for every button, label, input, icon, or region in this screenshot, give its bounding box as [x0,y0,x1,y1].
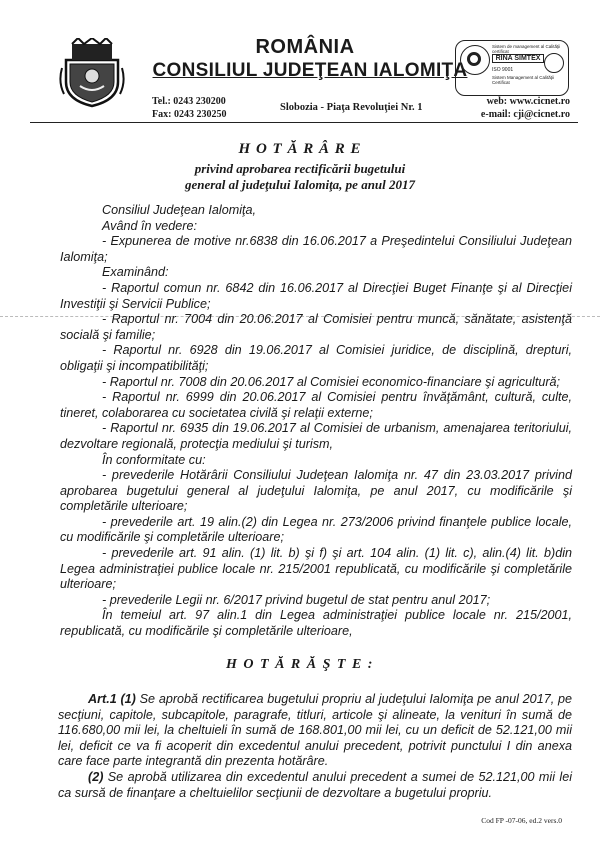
country-name: ROMÂNIA [255,36,355,58]
preamble-item: - Raportul nr. 7004 din 20.06.2017 al Comisiei pentru muncă, sănătate, asistenţă socială şi familie; [60,312,572,342]
issuer: Consiliul Judeţean Ialomiţa, [102,203,257,217]
accreditation-seal-icon [544,53,564,73]
contact-web [481,95,570,121]
article-1-label-2: (2) [88,769,104,784]
email-address: e-mail: cji@cicnet.ro [480,109,570,120]
preamble-item: - Raportul nr. 6999 din 20.06.2017 al Comisiei pentru învăţământ, cultură, culte, tineret, colaborarea cu societatea civilă şi relaţii externe; [60,390,572,420]
cert-sub-text: Sistem Management al Calităţii Certificat [492,75,555,85]
preamble-item: - Expunerea de motive nr.6838 din 16.06.2017 a Preşedintelui Consiliului Judeţean Ialomiţa; [60,234,572,264]
council-address: Slobozia - Piaţa Revoluţiei Nr. 1 [280,102,423,113]
decides-heading: H O T Ă R Ă Ş T E : [226,657,374,672]
article-1-paragraph-2: Se aprobă utilizarea din excedentul anului precedent a sumei de 52.121,00 mii lei ca sursă de finanţare a cheltuielilor secţiunii de dezvoltare a bugetului propriu. [58,769,572,800]
document-subtitle-line2: general al judeţului Ialomiţa, pe anul 2017 [184,177,416,192]
examining-heading: Examinând: [102,265,169,280]
preamble [60,203,572,640]
county-coat-of-arms [58,38,126,108]
legal-basis: În temeiul art. 97 alin.1 din Legea administraţiei publice locale nr. 215/2001, republicată, cu modificările şi completările ulterioare, [60,608,572,639]
article-1 [58,692,572,801]
preamble-item: - Raportul nr. 7008 din 20.06.2017 al Comisiei economico-financiare şi agricultură; [102,374,561,389]
cert-top-text: Sistem de management al Calităţii certificat [492,44,561,54]
conformity-heading: În conformitate cu: [102,452,206,467]
preamble-item: - prevederile Legii nr. 6/2017 privind bugetul de stat pentru anul 2017; [102,592,491,607]
contact-phones [152,95,226,121]
cert-iso: ISO 9001 [492,67,514,73]
council-name: CONSILIUL JUDEŢEAN IALOMIŢA [152,60,468,81]
article-1-paragraph-1: Se aprobă rectificarea bugetului propriu al judeţului Ialomiţa pe anul 2017, pe secţiuni, capitole, subcapitole, paragrafe, titluri, articole şi alineate, la venituri în sumă de 116.680,00 mii lei, la cheltuieli în sumă de 168.801,00 mii lei, cu un deficit de 52.121,00 mii lei, deficit ce va fi acoperit din excedentul anului precedent, potrivit punctului I din anexa care face parte integrantă din prezenta hotărâre. [58,692,572,769]
preamble-item: - prevederile art. 91 alin. (1) lit. b) şi f) şi art. 104 alin. (1) lit. c), alin.(4) lit. b)din Legea administraţiei publice locale nr. 215/2001 republicată, cu modificările şi completările ulterioare; [60,546,572,592]
document-subtitle-line1: privind aprobarea rectificării bugetului [194,161,406,176]
fax-number: Fax: 0243 230250 [152,109,227,120]
preamble-item: - Raportul nr. 6928 din 19.06.2017 al Comisiei juridice, de disciplină, drepturi, obligaţii şi incompatibilităţi; [60,343,572,373]
considering-heading: Având în vedere: [102,218,197,233]
preamble-item: - prevederile Hotărârii Consiliului Judeţean Ialomiţa nr. 47 din 23.03.2017 privind aprobarea bugetului general al judeţului Ialomiţa, pe anul 2017, cu modificările şi completările ulterioare; [60,468,572,514]
preamble-item: - prevederile art. 19 alin.(2) din Legea nr. 273/2006 privind finanţele publice locale, cu modificările şi completările ulterioare; [60,514,572,545]
article-1-label: Art.1 (1) [88,692,136,706]
certification-badge [455,40,569,96]
form-code: Cod FP -07-06, ed.2 vers.0 [481,816,562,825]
preamble-item: - Raportul comun nr. 6842 din 16.06.2017 al Direcţiei Buget Finanţe şi al Direcţiei Investiţii şi Servicii Publice; [60,280,572,311]
phone-number: Tel.: 0243 230200 [152,96,226,107]
preamble-item: - Raportul nr. 6935 din 19.06.2017 al Comisiei de urbanism, amenajarea teritoriului, dezvoltare regională, protecţia mediului şi turism, [60,421,572,451]
header-divider [30,122,578,123]
document-title: H O T Ă R Â R E [238,141,362,157]
cert-brand: RINA SIMTEX [492,54,544,63]
rina-logo-icon [460,45,490,75]
website: web: www.cicnet.ro [486,96,570,107]
